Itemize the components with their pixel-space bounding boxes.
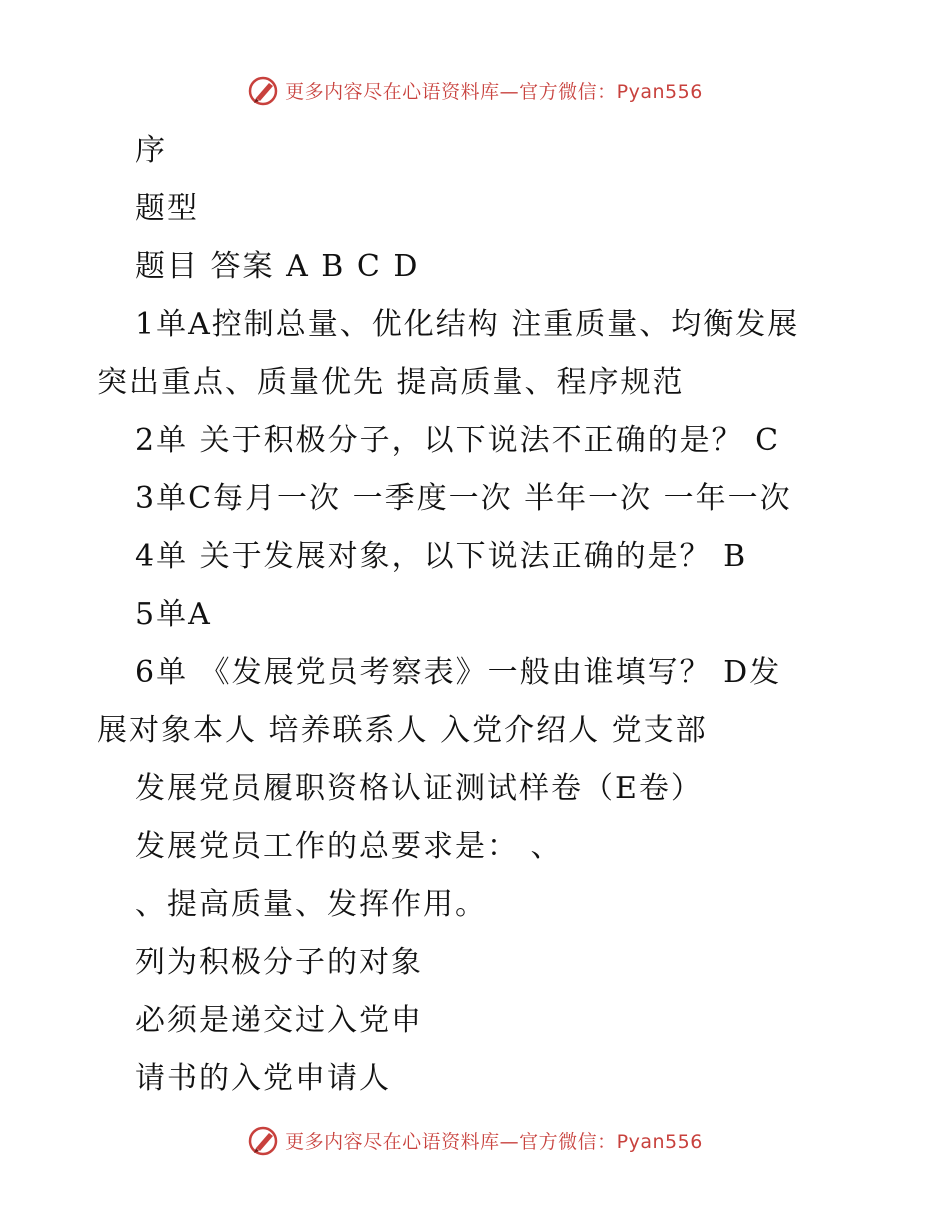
question-5: 5单A [135, 597, 212, 632]
body-line-requirement: 发展党员工作的总要求是： 、 [135, 829, 563, 864]
watermark-footer [0, 1120, 950, 1160]
watermark-text: 更多内容尽在心语资料库—官方微信：Pyan556 [285, 80, 703, 103]
exam-title: 发展党员履职资格认证测试样卷（E卷） [135, 771, 703, 806]
question-4: 4单 关于发展对象，以下说法正确的是？ B [135, 539, 748, 574]
body-line-applicant: 请书的入党申请人 [135, 1061, 391, 1096]
body-line-activist: 列为积极分子的对象 [135, 945, 423, 980]
question-1-line-1: 1单A控制总量、优化结构 注重质量、均衡发展 [135, 307, 800, 342]
question-2: 2单 关于积极分子，以下说法不正确的是？ C [135, 423, 781, 458]
question-6-line-2: 展对象本人 培养联系人 入党介绍人 党支部 [97, 713, 708, 748]
watermark-text: 更多内容尽在心语资料库—官方微信：Pyan556 [285, 1130, 703, 1153]
heading-preface: 序 [135, 133, 167, 168]
watermark-header [0, 70, 950, 110]
heading-question-type: 题型 [135, 191, 199, 226]
question-6-line-1: 6单 《发展党员考察表》一般由谁填写？ D发 [135, 655, 782, 690]
pen-logo-icon [247, 1124, 279, 1156]
column-header-line: 题目 答案 A B C D [135, 249, 420, 284]
pen-logo-icon [247, 74, 279, 106]
body-line-quality: 、提高质量、发挥作用。 [135, 887, 487, 922]
question-1-line-2: 突出重点、质量优先 提高质量、程序规范 [97, 365, 685, 400]
question-3: 3单C每月一次 一季度一次 半年一次 一年一次 [135, 481, 792, 516]
body-line-application: 必须是递交过入党申 [135, 1003, 423, 1038]
document-body [0, 122, 950, 1108]
